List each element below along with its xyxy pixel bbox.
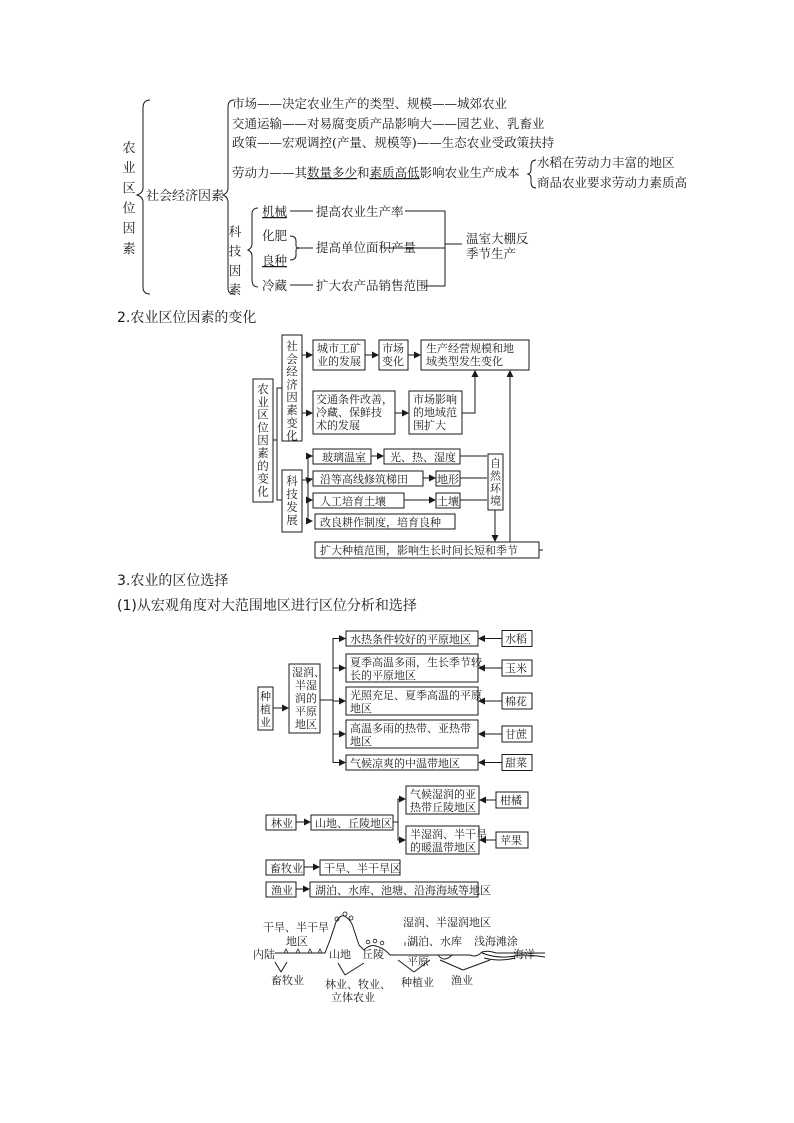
svg-text:林业: 林业 (271, 817, 293, 830)
crop-condition: 光照充足、夏季高温的平原 (350, 689, 482, 702)
crop-row (333, 654, 532, 682)
svg-text:湖泊、水库、池塘、沿海海域等地区: 湖泊、水库、池塘、沿海海域等地区 (315, 884, 491, 897)
svg-text:域类型发生变化: 域类型发生变化 (426, 355, 503, 368)
svg-text:湿润、半湿润地区: 湿润、半湿润地区 (403, 916, 491, 929)
crop-condition: 水热条件较好的平原地区 (350, 633, 471, 646)
svg-text:生产经营规模和地: 生产经营规模和地 (426, 342, 514, 355)
social-factors-label: 社会经济因素 (146, 189, 225, 204)
svg-text:丘陵: 丘陵 (362, 948, 384, 961)
fert-label: 化肥 (262, 228, 288, 243)
svg-text:玻璃温室: 玻璃温室 (322, 451, 366, 464)
section-location-factors (122, 96, 687, 297)
labor-line: 劳动力——其数量多少和素质高低影响农业生产成本 (232, 165, 520, 180)
svg-text:业的发展: 业的发展 (317, 355, 361, 368)
svg-text:围扩大: 围扩大 (413, 419, 446, 432)
seed-label: 良种 (262, 253, 288, 268)
svg-text:平原: 平原 (295, 705, 317, 718)
crop-name: 甘蔗 (505, 728, 527, 741)
labor-branch-commercial: 商品农业要求劳动力素质高 (537, 175, 688, 190)
crop-row (333, 720, 532, 748)
svg-text:润的: 润的 (295, 692, 317, 705)
svg-text:变化: 变化 (382, 355, 404, 368)
svg-text:海洋: 海洋 (513, 948, 535, 961)
crop-condition: 气候凉爽的中温带地区 (350, 757, 460, 770)
svg-text:地形: 地形 (437, 473, 459, 486)
change-root: 农业区位因素的变化 (257, 382, 269, 499)
svg-text:扩大种植范围，影响生长时间长短和季节: 扩大种植范围，影响生长时间长短和季节 (320, 544, 518, 557)
svg-text:种植业: 种植业 (401, 976, 434, 989)
crop-condition: 地区 (350, 702, 372, 715)
svg-text:湿润、: 湿润、 (292, 666, 325, 679)
svg-text:术的发展: 术的发展 (316, 419, 360, 432)
svg-text:半湿: 半湿 (295, 679, 317, 692)
mech-label: 机械 (262, 204, 288, 219)
market-line: 市场——决定农业生产的类型、规模——城郊农业 (232, 96, 508, 111)
svg-text:热带丘陵地区: 热带丘陵地区 (410, 801, 476, 814)
planting-label: 种植业 (260, 690, 271, 729)
root-label: 农业区位因素 (122, 141, 136, 257)
labor-branch-rice: 水稻在劳动力丰富的地区 (537, 155, 675, 170)
crop-row (333, 631, 532, 647)
tech-development: 科技发展 (286, 474, 298, 527)
svg-text:浅海滩涂: 浅海滩涂 (474, 935, 518, 948)
terrain-profile (253, 912, 545, 1004)
svg-text:渔业: 渔业 (451, 974, 473, 987)
crop-row (333, 755, 532, 771)
svg-text:交通条件改善，: 交通条件改善， (316, 393, 393, 406)
labor-quality: 素质高低 (369, 165, 420, 180)
svg-text:土壤: 土壤 (437, 495, 459, 508)
transport-line: 交通运输——对易腐变质产品影响大——园艺业、乳畜业 (232, 116, 545, 131)
svg-text:畜牧业: 畜牧业 (271, 974, 304, 987)
section3-subheading: (1)从宏观角度对大范围地区进行区位分析和选择 (117, 598, 417, 614)
svg-text:人工培育土壤: 人工培育土壤 (320, 495, 386, 508)
svg-text:湖泊、水库: 湖泊、水库 (407, 935, 462, 948)
crop-condition: 地区 (350, 735, 372, 748)
cold-label: 冷藏 (262, 278, 288, 293)
svg-text:干旱、半干旱: 干旱、半干旱 (263, 921, 329, 934)
crop-rows (333, 631, 532, 771)
tech-brace (248, 208, 258, 287)
svg-text:山地: 山地 (329, 948, 351, 961)
crop-condition: 高温多雨的热带、亚热带 (350, 722, 471, 735)
crop-name: 甜菜 (505, 756, 527, 770)
section3-heading: 3.农业的区位选择 (117, 573, 229, 589)
labor-quantity: 数量多少 (307, 165, 358, 180)
crop-name: 玉米 (505, 662, 527, 675)
svg-text:城市工矿: 城市工矿 (317, 342, 361, 355)
svg-text:的地域范: 的地域范 (413, 406, 457, 419)
crop-name: 棉花 (505, 695, 527, 708)
section2-heading: 2.农业区位因素的变化 (117, 310, 257, 326)
svg-text:光、热、湿度: 光、热、湿度 (390, 451, 456, 464)
section-factor-changes (117, 309, 543, 558)
svg-text:山地、丘陵地区: 山地、丘陵地区 (315, 817, 392, 830)
labor-brace (528, 160, 536, 188)
svg-text:地区: 地区 (286, 935, 308, 948)
svg-text:畜牧业: 畜牧业 (270, 862, 303, 875)
svg-text:立体农业: 立体农业 (331, 991, 375, 1004)
crop-condition: 夏季高温多雨，生长季节较 (350, 656, 482, 669)
svg-text:半湿润、半干旱: 半湿润、半干旱 (410, 828, 487, 841)
svg-text:的暖温带地区: 的暖温带地区 (410, 841, 476, 854)
cold-effect: 扩大农产品销售范围 (316, 278, 429, 293)
svg-text:冷藏、保鲜技: 冷藏、保鲜技 (316, 406, 382, 419)
svg-text:苹果: 苹果 (500, 834, 522, 847)
fert-seed-brace (290, 236, 300, 260)
section-location-choice (117, 572, 532, 897)
svg-text:渔业: 渔业 (271, 884, 293, 897)
tech-label: 科技因素 (228, 224, 242, 298)
policy-line: 政策——宏观调控(产量、规模等)——生态农业受政策扶持 (232, 135, 555, 150)
crop-condition: 长的平原地区 (350, 669, 416, 682)
greenhouse-1: 温室大棚反 (466, 231, 529, 246)
social-change: 社会经济因素变化 (286, 339, 298, 443)
svg-text:柑橘: 柑橘 (500, 794, 522, 807)
fert-effect: 提高单位面积产量 (316, 240, 417, 255)
svg-text:地区: 地区 (295, 718, 317, 731)
svg-text:平原: 平原 (407, 955, 429, 968)
greenhouse-2: 季节生产 (466, 246, 517, 261)
svg-text:市场影响: 市场影响 (413, 393, 457, 406)
svg-text:气候湿润的亚: 气候湿润的亚 (410, 788, 476, 801)
crop-row (333, 687, 532, 715)
crop-name: 水稻 (505, 632, 527, 646)
natural-environment: 自然环境 (490, 457, 501, 508)
mech-effect: 提高农业生产率 (316, 204, 404, 219)
svg-text:林业、牧业、: 林业、牧业、 (325, 978, 391, 991)
svg-text:市场: 市场 (382, 342, 404, 355)
svg-text:干旱、半干旱区: 干旱、半干旱区 (324, 862, 401, 875)
svg-text:内陆: 内陆 (253, 948, 275, 961)
svg-text:改良耕作制度，培育良种: 改良耕作制度，培育良种 (320, 516, 441, 529)
svg-text:沿等高线修筑梯田: 沿等高线修筑梯田 (320, 473, 408, 486)
